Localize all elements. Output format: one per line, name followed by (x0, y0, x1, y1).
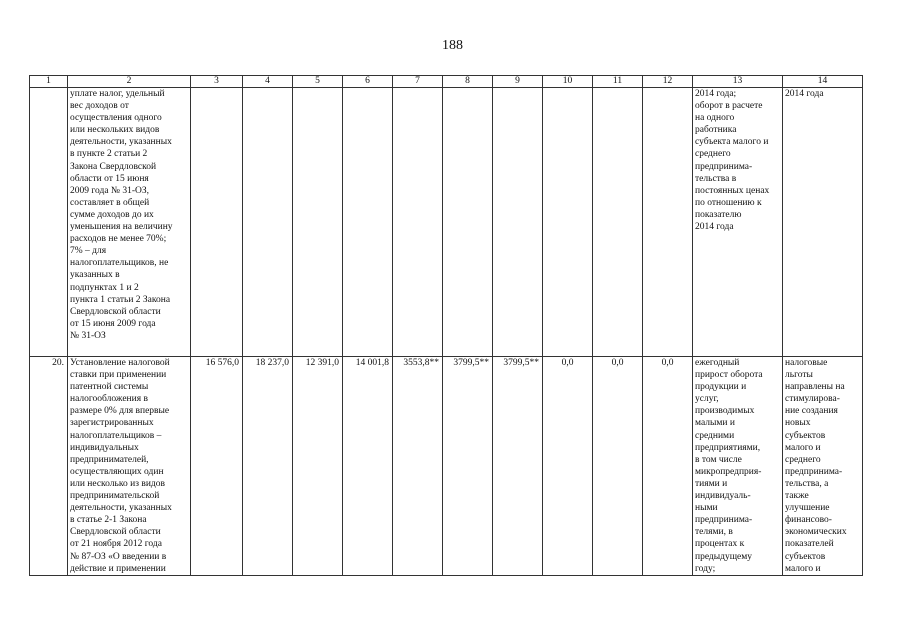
header-row (30, 76, 863, 88)
column-header: 2 (68, 76, 191, 88)
cell-col12 (643, 88, 693, 357)
cell-col7 (393, 88, 443, 357)
cell-col6: 14 001,8 (343, 357, 393, 576)
column-header: 1 (30, 76, 68, 88)
column-header: 6 (343, 76, 393, 88)
cell-col11 (593, 88, 643, 357)
note-text: налоговые льготы направлены на стимулирова- ние создания новых субъектов малого и среднего предпринима- тельства, а также улучшение финансово- экономических показателей субъектов малого и (783, 357, 863, 576)
column-header: 4 (243, 76, 293, 88)
cell-col4 (243, 88, 293, 357)
data-table (29, 75, 863, 576)
cell-col11: 0,0 (593, 357, 643, 576)
cell-col9: 3799,5** (493, 357, 543, 576)
cell-col3 (191, 88, 243, 357)
indicator-text: 2014 года; оборот в расчете на одного работника субъекта малого и среднего предпринима- тельства в постоянных ценах по отношению к показателю 2014 года (693, 88, 783, 357)
row-number: 20. (30, 357, 68, 576)
column-header: 8 (443, 76, 493, 88)
cell-col6 (343, 88, 393, 357)
page-number: 188 (442, 38, 463, 53)
measure-description: Установление налоговой ставки при применении патентной системы налогообложения в размере 0% для впервые зарегистрированных налогоплательщиков – индивидуальных предпринимателей, осуществляющих один или несколько из видов предпринимательской деятельности, указанных в статье 2-1 Закона Свердловской области от 21 ноября 2012 года № 87-ОЗ «О введении в действие и применении (68, 357, 191, 576)
cell-col5 (293, 88, 343, 357)
cell-col12: 0,0 (643, 357, 693, 576)
column-header: 3 (191, 76, 243, 88)
column-header: 12 (643, 76, 693, 88)
cell-col8: 3799,5** (443, 357, 493, 576)
column-header: 5 (293, 76, 343, 88)
cell-col9 (493, 88, 543, 357)
column-header: 7 (393, 76, 443, 88)
cell-col10: 0,0 (543, 357, 593, 576)
cell-col8 (443, 88, 493, 357)
column-header: 14 (783, 76, 863, 88)
table-row (30, 88, 863, 357)
measure-description: уплате налог, удельный вес доходов от осуществления одного или нескольких видов деятельности, указанных в пункте 2 статьи 2 Закона Свердловской области от 15 июня 2009 года № 31-ОЗ, составляет в общей сумме доходов до их уменьшения на величину расходов не менее 70%; 7% – для налогоплательщиков, не указанных в подпунктах 1 и 2 пункта 1 статьи 2 Закона Свердловской области от 15 июня 2009 года № 31-ОЗ (68, 88, 191, 357)
column-header: 10 (543, 76, 593, 88)
column-header: 9 (493, 76, 543, 88)
cell-col10 (543, 88, 593, 357)
table-row (30, 357, 863, 576)
note-text: 2014 года (783, 88, 863, 357)
row-number (30, 88, 68, 357)
cell-col5: 12 391,0 (293, 357, 343, 576)
indicator-text: ежегодный прирост оборота продукции и услуг, производимых малыми и средними предприятиями, в том числе микропредприя- тиями и индивидуаль- ными предпринима- телями, в процентах к предыдущему году; (693, 357, 783, 576)
column-header: 13 (693, 76, 783, 88)
column-header: 11 (593, 76, 643, 88)
cell-col4: 18 237,0 (243, 357, 293, 576)
cell-col3: 16 576,0 (191, 357, 243, 576)
cell-col7: 3553,8** (393, 357, 443, 576)
